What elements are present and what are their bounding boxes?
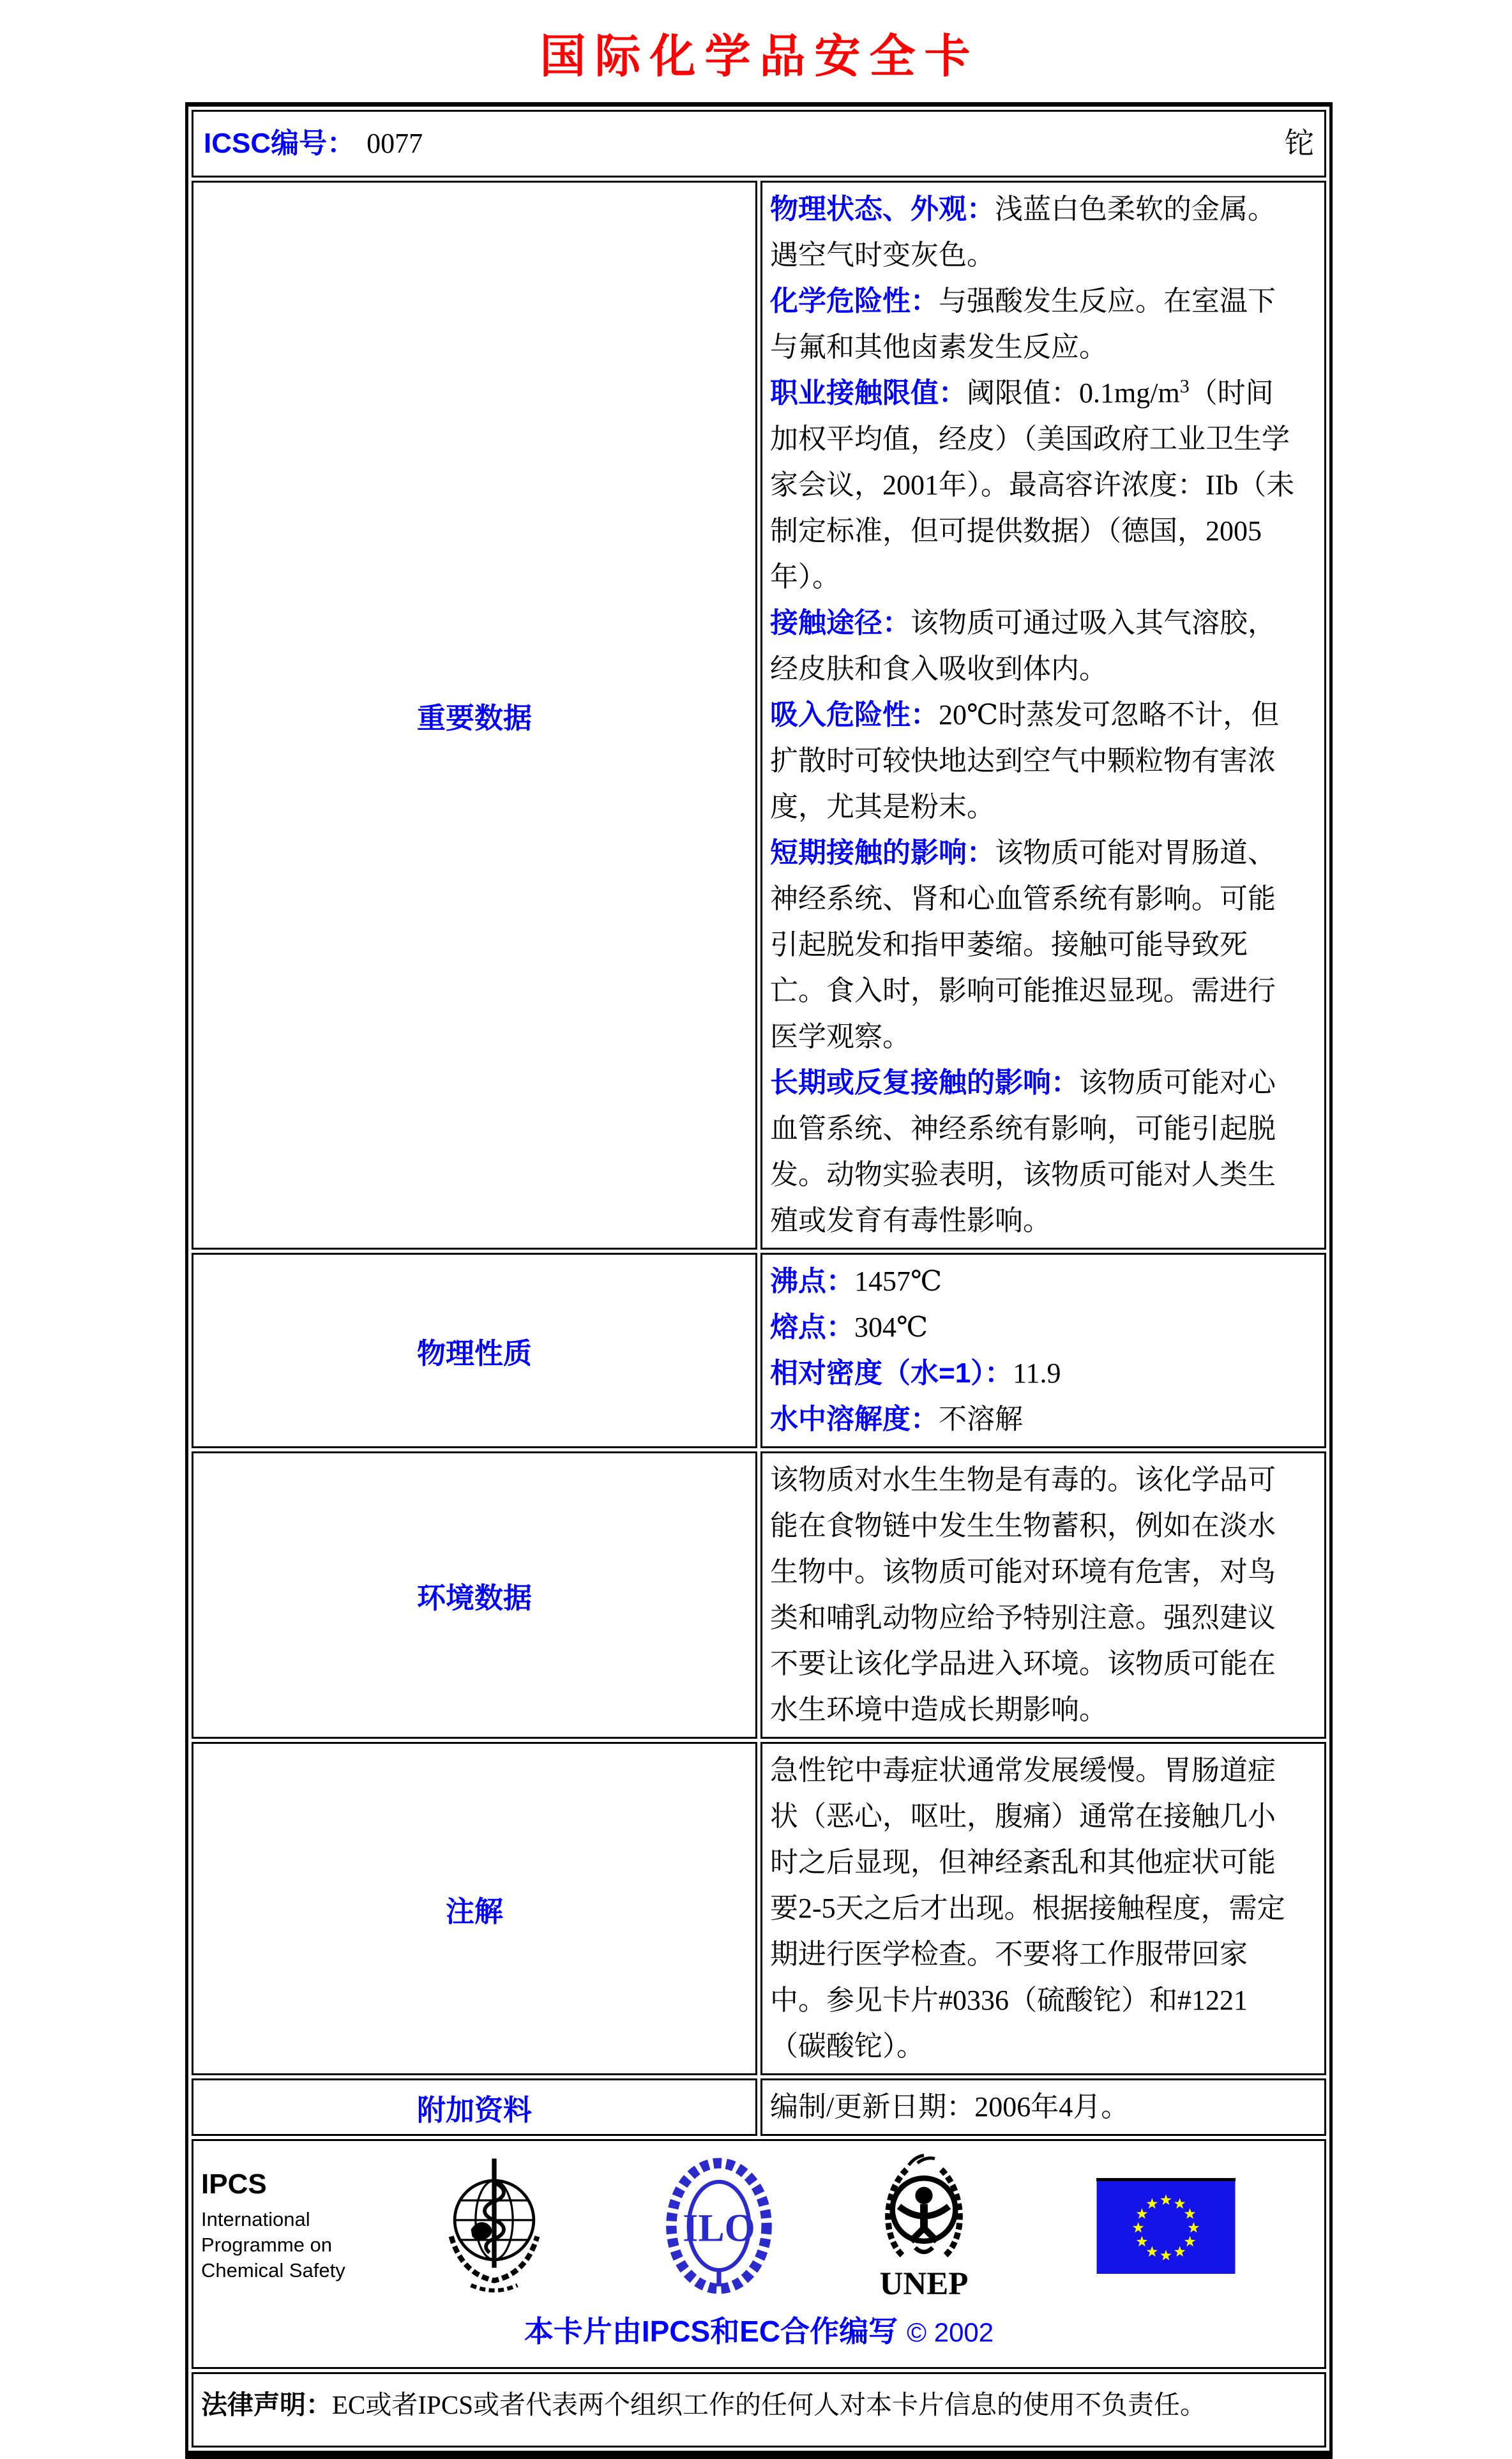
physical-item-water-solubility: 水中溶解度：不溶解 (770, 1404, 1023, 1435)
page-title: 国际化学品安全卡 (540, 31, 979, 82)
physical-item-boiling-point: 沸点：1457℃ (770, 1266, 942, 1297)
notes-text: 急性铊中毒症状通常发展缓慢。胃肠道症状（恶心，呕吐，腹痛）通常在接触几小时之后显现，但神经紊乱和其他症状可能要2-5天之后才出现。根据接触程度，需定期进行医学检查。不要将工作服带回家中。参见卡片#0336（硫酸铊）和#1221（碳酸铊）。 (770, 1755, 1285, 2062)
section-label-physical-properties: 物理性质 (192, 1253, 757, 1448)
who-logo-icon (436, 2155, 552, 2297)
eu-flag-icon (1096, 2178, 1236, 2274)
icsc-number-field (204, 118, 423, 169)
section-body-additional-info (760, 2078, 1326, 2136)
important-item-exposure-routes: 接触途径：该物质可通过吸入其气溶胶，经皮肤和食入吸收到体内。 (770, 607, 1276, 685)
section-label-additional-info: 附加资料 (192, 2078, 757, 2136)
physical-item-relative-density: 相对密度（水=1）：11.9 (770, 1358, 1061, 1389)
unep-letters: UNEP (879, 2266, 969, 2302)
important-item-physical-state: 物理状态、外观：浅蓝白色柔软的金属。遇空气时变灰色。 (770, 193, 1276, 271)
environmental-text: 该物质对水生生物是有毒的。该化学品可能在食物链中发生生物蓄积，例如在淡水生物中。该物质可能对环境有危害，对鸟类和哺乳动物应给予特别注意。强烈建议不要让该化学品进入环境。该物质可能在水生环境中造成长期影响。 (770, 1464, 1276, 1725)
credit-line (193, 2308, 1324, 2350)
additional-info-text: 编制/更新日期：2006年4月。 (770, 2091, 1130, 2122)
chemical-name: 铊 (1285, 127, 1314, 160)
legal-row (192, 2372, 1326, 2448)
icsc-card-table (185, 102, 1333, 2459)
section-environmental-data (192, 1451, 1326, 1739)
ipcs-text-block: IPCS International Programme on Chemical Safety (201, 2168, 361, 2283)
important-item-chemical-danger: 化学危险性：与强酸发生反应。在室温下与氟和其他卤素发生反应。 (770, 285, 1276, 363)
copyright-text: © 2002 (907, 2317, 994, 2347)
unep-logo-icon (870, 2150, 978, 2302)
important-item-occupational-limits: 职业接触限值：阈限值：$0.1mg/m^3$（时间加权平均值，经皮）（美国政府工业卫生学家会议，2001年）。最高容许浓度：IIb（未制定标准，但可提供数据）（德国，2005年）。 (770, 375, 1295, 593)
section-important-data (192, 181, 1326, 1250)
section-body-important-data (760, 181, 1326, 1250)
section-label-important-data: 重要数据 (192, 181, 757, 1250)
ilo-logo-icon (661, 2155, 777, 2297)
ipcs-name: IPCS (201, 2168, 267, 2200)
section-notes (192, 1742, 1326, 2075)
icsc-number-value: 0077 (367, 128, 423, 159)
section-body-environmental-data (760, 1451, 1326, 1739)
section-body-notes (760, 1742, 1326, 2075)
ilo-letters: ILO (683, 2206, 755, 2250)
legal-notice-label: 法律声明： (201, 2390, 332, 2419)
important-item-long-term-effects: 长期或反复接触的影响：该物质可能对心血管系统、神经系统有影响，可能引起脱发。动物实验表明，该物质可能对人类生殖或发育有毒性影响。 (770, 1067, 1276, 1236)
section-physical-properties (192, 1253, 1326, 1448)
logos-row (192, 2139, 1326, 2369)
important-item-short-term-effects: 短期接触的影响：该物质可能对胃肠道、神经系统、肾和心血管系统有影响。可能引起脱发和指甲萎缩。接触可能导致死亡。食入时，影响可能推迟显现。需进行医学观察。 (770, 837, 1276, 1052)
header-row (192, 110, 1326, 178)
physical-item-melting-point: 熔点：304℃ (770, 1312, 928, 1343)
icsc-number-label: ICSC编号： (204, 128, 356, 159)
section-additional-info (192, 2078, 1326, 2136)
section-label-notes: 注解 (192, 1742, 757, 2075)
section-label-environmental-data: 环境数据 (192, 1451, 757, 1739)
legal-notice-text: EC或者IPCS或者代表两个组织工作的任何人对本卡片信息的使用不负责任。 (332, 2390, 1206, 2419)
credit-text: 本卡片由IPCS和EC合作编写 (524, 2315, 898, 2348)
section-body-physical-properties (760, 1253, 1326, 1448)
important-item-inhalation-risk: 吸入危险性：20℃时蒸发可忽略不计，但扩散时可较快地达到空气中颗粒物有害浓度，尤其是粉末。 (770, 699, 1280, 822)
